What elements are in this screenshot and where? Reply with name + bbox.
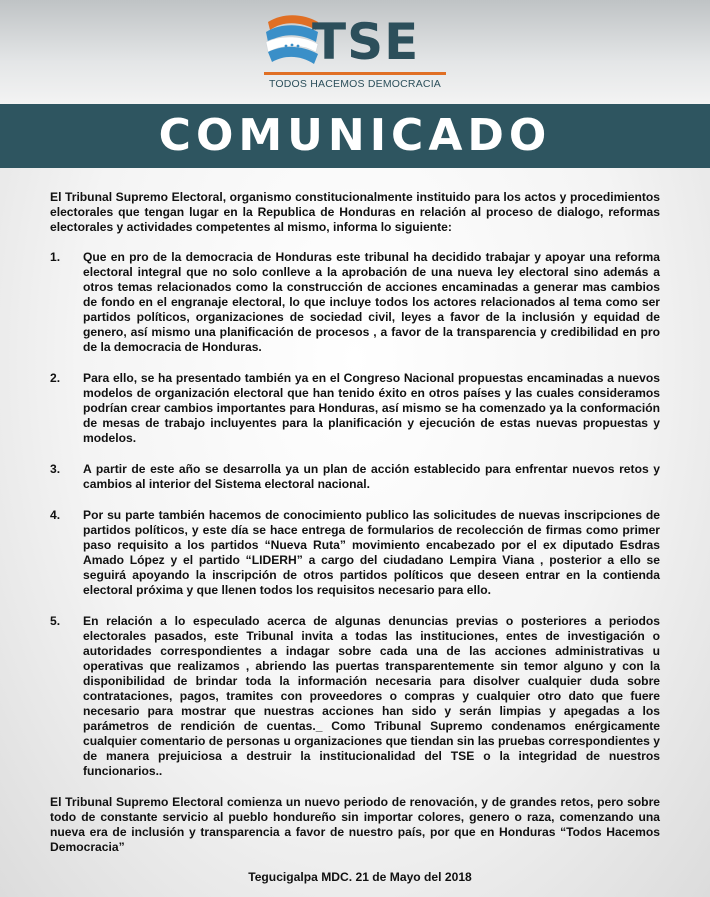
list-item xyxy=(50,614,660,779)
header xyxy=(0,0,710,104)
tse-logo xyxy=(262,8,448,92)
closing-paragraph: El Tribunal Supremo Electoral comienza un nuevo periodo de renovación, y de grandes retos, pero sobre todo de constante servicio al pueblo hondureño sin importar colores, genero o raza, comenzando una nueva era de inclusión y transparencia a favor de nuestro país, por que en Honduras “Todos Hacemos Democracia” xyxy=(50,795,660,854)
item-number: 3. xyxy=(50,462,61,476)
logo-tagline: TODOS HACEMOS DEMOCRACIA xyxy=(268,78,442,90)
page-title: COMUNICADO xyxy=(158,110,552,161)
item-text: Que en pro de la democracia de Honduras este tribunal ha decidido trabajar y apoyar una reforma electoral integral que no solo conlleve a la aprobación de una nueva ley electoral sino además a otros temas relacionados como la construcción de acciones encaminadas a generar mas cambios de fondo en el engranaje electoral, lo que incluye todos los actores relacionados al tema como ser partidos políticos, organizaciones de sociedad civil, leyes a favor de la inclusión y equidad de genero, así mismo una planificación de procesos , a favor de la transparencia y credibilidad en pro de la democracia de Honduras. xyxy=(83,250,660,354)
item-text: Por su parte también hacemos de conocimiento publico las solicitudes de nuevas inscripciones de partidos políticos, y este día se hace entrega de formularios de recolección de firmas como primer paso requisito a los partidos “Nueva Ruta” movimiento encabezado por el ex diputado Esdras Amado López y el partido “LIDERH” a cargo del ciudadano Lempira Viana , posterior a ello se seguirá apoyando la inscripción de otros partidos políticos que deseen entrar en la contienda electoral próxima y que llenen todos los requisitos necesario para ello. xyxy=(83,508,660,597)
logo-underline xyxy=(264,72,446,75)
signature-line: Tegucigalpa MDC. 21 de Mayo del 2018 xyxy=(248,870,472,884)
title-banner xyxy=(0,104,710,168)
list-item xyxy=(50,462,660,492)
item-number: 1. xyxy=(50,250,61,264)
item-text: En relación a lo especulado acerca de algunas denuncias previas o posteriores a periodos electorales pasados, este Tribunal invita a todas las instituciones, entes de investigación o autoridades correspondientes a indagar sobre cada una de las acciones administrativas u operativas que realizamos , abriendo las puertas transparentemente sin temor alguno y con la disponibilidad de brindar toda la información necesaria para disolver cualquier duda sobre contrataciones, pagos, tramites con proveedores o compras y cualquier otro dato que fuere necesario para mostrar que nuestras acciones han sido y serán limpias y apegadas a los parámetros de rendición de cuentas._ Como Tribunal Supremo condenamos enérgicamente cualquier comentario de personas u organizaciones que tiendan sin las pruebas correspondientes y de manera prejuiciosa a destruir la institucionalidad del TSE o la integridad de nuestros funcionarios.. xyxy=(83,614,660,778)
item-number: 2. xyxy=(50,371,61,385)
logo-text: TSE xyxy=(312,13,420,71)
item-number: 5. xyxy=(50,614,61,628)
item-text: Para ello, se ha presentado también ya en el Congreso Nacional propuestas encaminadas a nuevos modelos de organización electoral que han tenido éxito en otros países y las cuales consideramos podrían crear cambios importantes para Honduras, así mismo se ha comenzado ya la conformación de mesas de trabajo incluyentes para la planificación y ejecución de estas nuevas propuestas y modelos. xyxy=(83,371,660,445)
list-item xyxy=(50,250,660,355)
intro-paragraph: El Tribunal Supremo Electoral, organismo constitucionalmente instituido para los actos y procedimientos electorales que tengan lugar en la Republica de Honduras en relación al proceso de dialogo, reformas electorales y actividades competentes al mismo, informa lo siguiente: xyxy=(50,190,660,234)
list-item xyxy=(50,371,660,446)
list-item xyxy=(50,508,660,598)
item-text: A partir de este año se desarrolla ya un plan de acción establecido para enfrentar nuevos retos y cambios al interior del Sistema electoral nacional. xyxy=(83,462,660,491)
communique-body xyxy=(50,190,660,885)
item-number: 4. xyxy=(50,508,61,522)
